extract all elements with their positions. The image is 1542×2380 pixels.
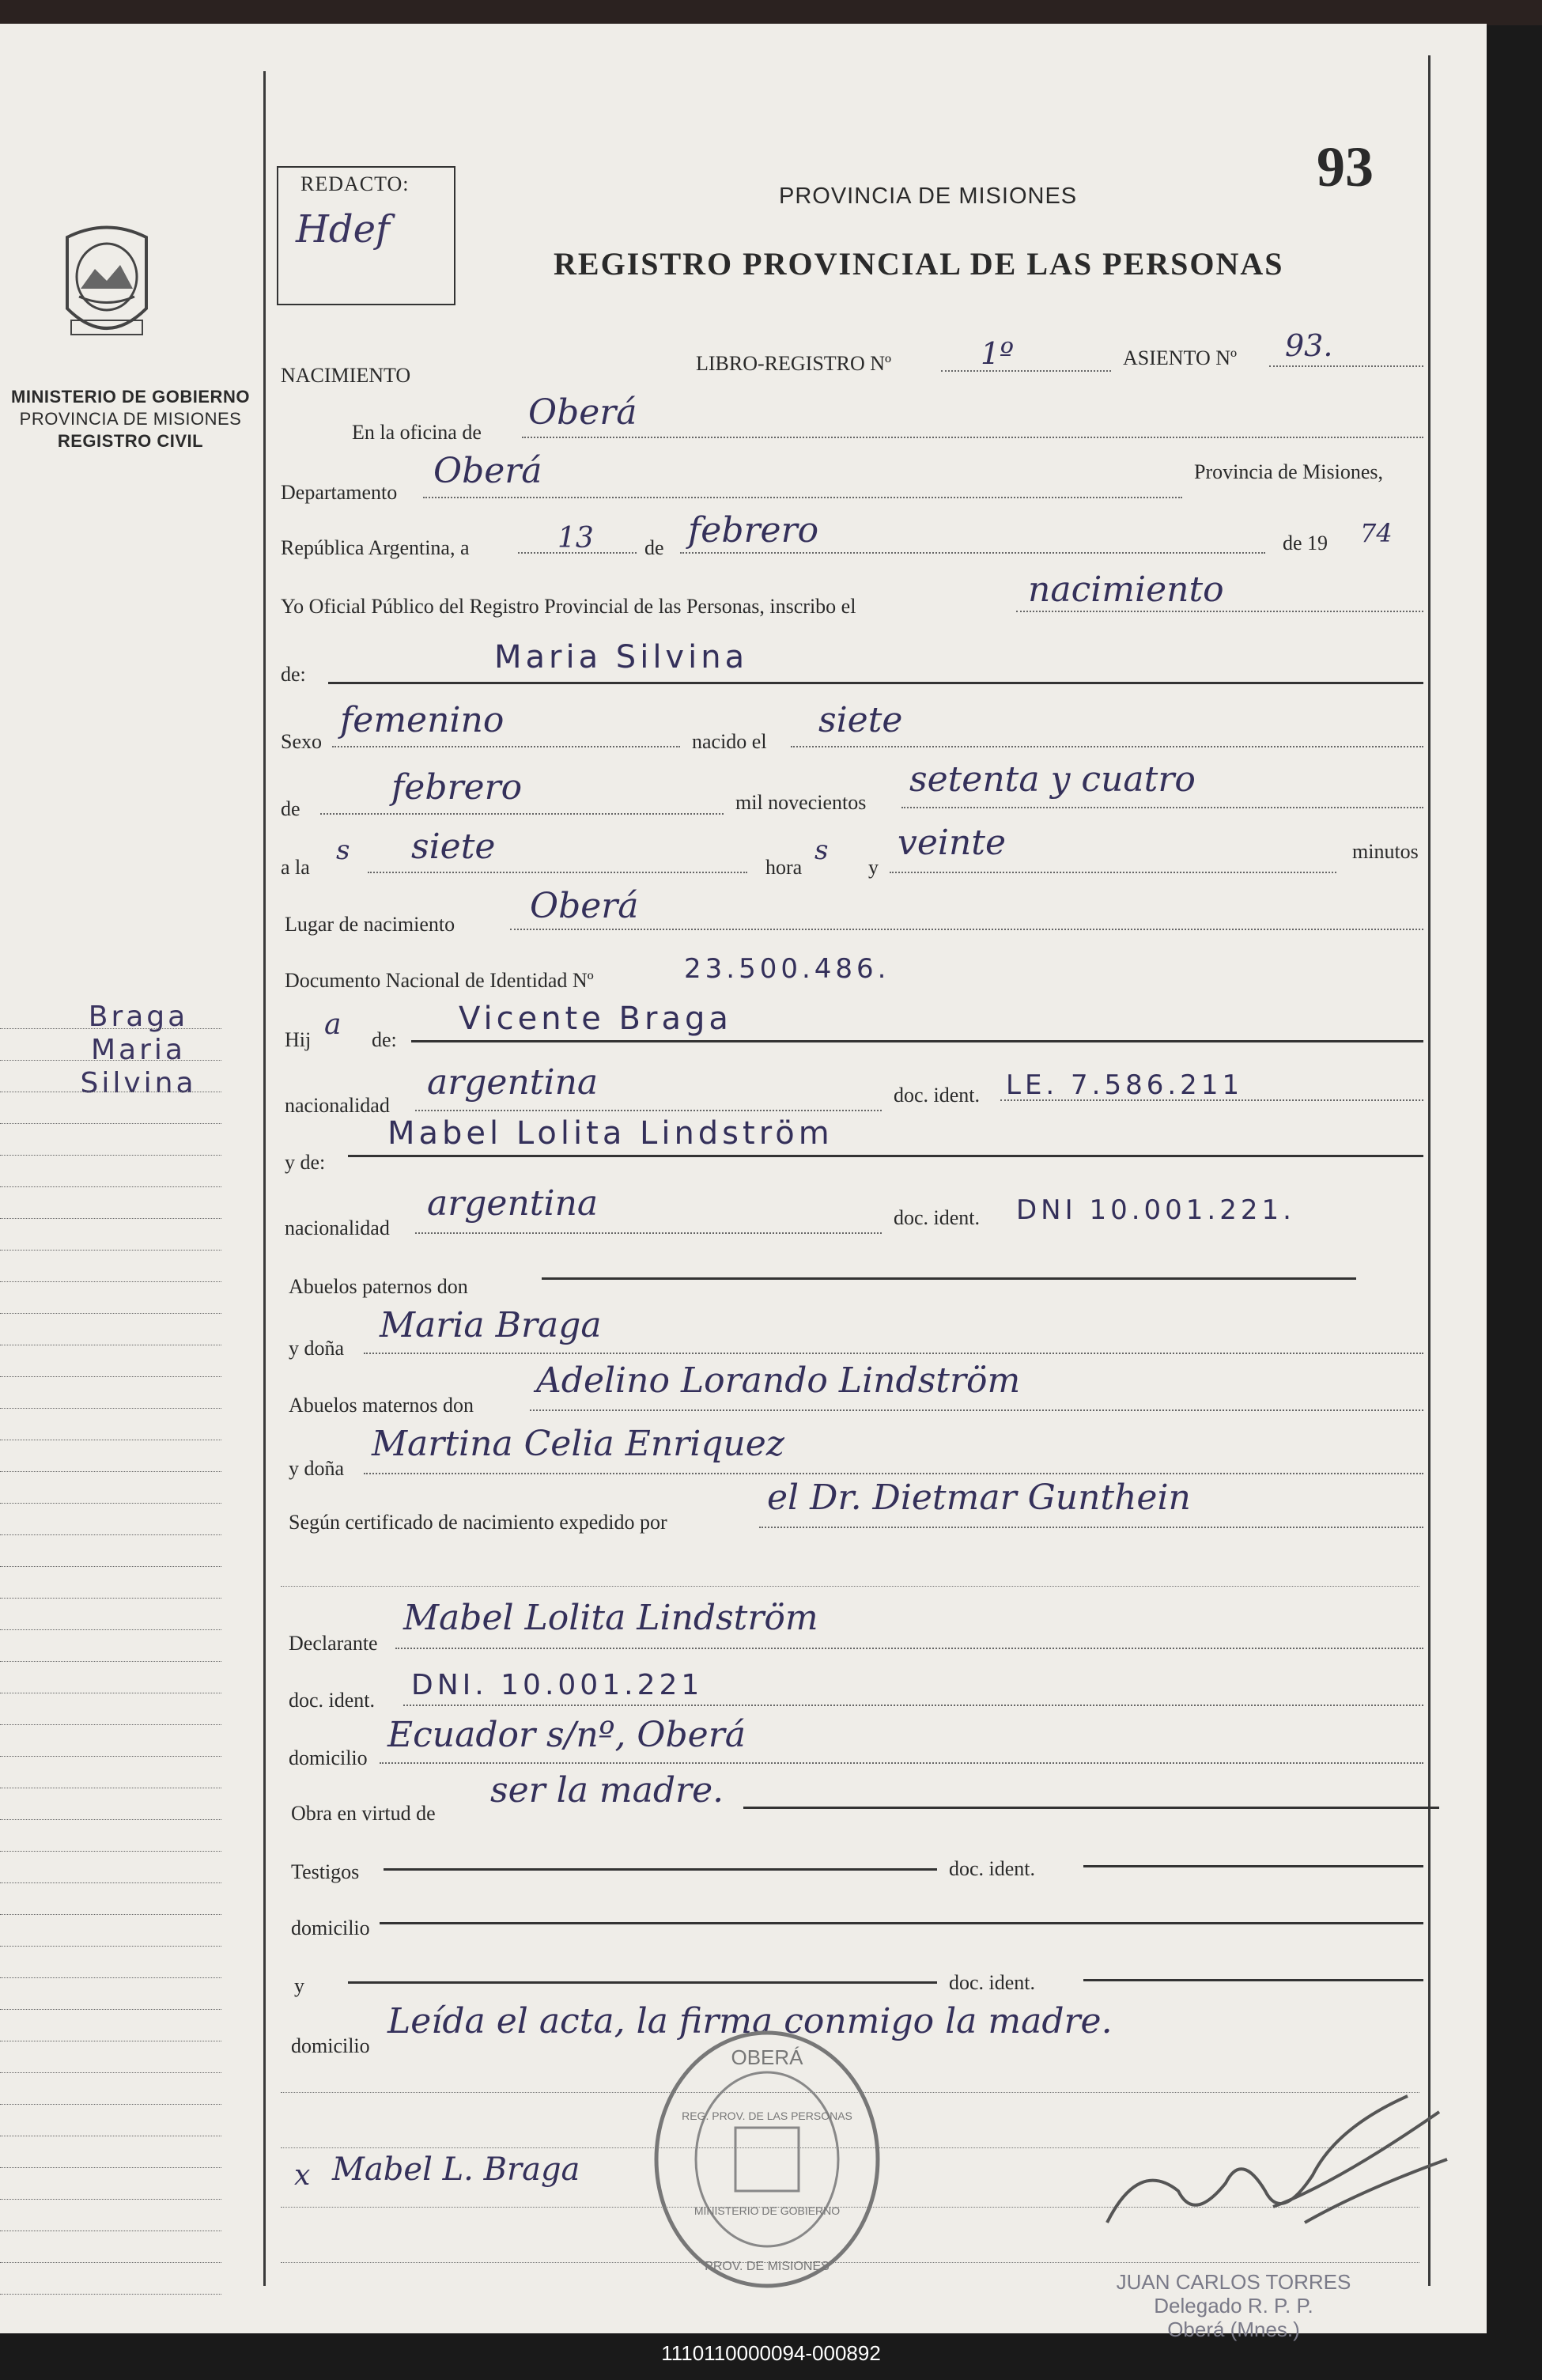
father-nacionalidad-label: nacionalidad bbox=[285, 1094, 390, 1117]
hijo-suffix: a bbox=[324, 1008, 342, 1041]
margin-ruling-line bbox=[0, 2072, 221, 2073]
testigos-label: Testigos bbox=[291, 1860, 360, 1883]
margin-ruling-line bbox=[0, 1914, 221, 1915]
mother-nat-value: argentina bbox=[427, 1183, 599, 1224]
year-prefix: de 19 bbox=[1283, 532, 1328, 554]
name-line bbox=[328, 682, 1423, 684]
abuela-mat-line bbox=[364, 1473, 1423, 1474]
father-line bbox=[411, 1040, 1423, 1042]
declarante-line bbox=[395, 1648, 1423, 1649]
hour-line bbox=[368, 872, 747, 873]
margin-given-1: Maria bbox=[91, 1034, 186, 1066]
de-name-label: de: bbox=[281, 663, 306, 686]
margin-ruling-line bbox=[0, 1851, 221, 1852]
father-doc-value: LE. 7.586.211 bbox=[1006, 1069, 1244, 1101]
testigo2-doc-line bbox=[1083, 1979, 1423, 1981]
abuela-pat-label: y doña bbox=[289, 1337, 345, 1360]
redacto-box bbox=[277, 166, 455, 305]
registry-title: REGISTRO PROVINCIAL DE LAS PERSONAS bbox=[554, 246, 1284, 282]
asiento-line bbox=[1269, 365, 1423, 367]
libro-value: 1º bbox=[981, 336, 1015, 371]
margin-ruling-line bbox=[0, 1534, 221, 1535]
left-margin bbox=[0, 24, 261, 2333]
margin-ruling-line bbox=[0, 1977, 221, 1978]
segun-value: el Dr. Dietmar Gunthein bbox=[767, 1478, 1191, 1518]
ministry-label bbox=[0, 386, 261, 452]
dni-label: Documento Nacional de Identidad Nº bbox=[285, 969, 594, 992]
obra-label: Obra en virtud de bbox=[291, 1802, 436, 1825]
margin-ruling-line bbox=[0, 1250, 221, 1251]
right-rule bbox=[1428, 55, 1431, 2286]
decl-doc-line bbox=[403, 1705, 1423, 1706]
domicilio-value: Ecuador s/nº, Oberá bbox=[387, 1715, 746, 1755]
testigo2-domicilio-label: domicilio bbox=[291, 2034, 370, 2057]
sexo-label: Sexo bbox=[281, 730, 322, 753]
official-signature-icon bbox=[1075, 2064, 1455, 2270]
margin-ruling-line bbox=[0, 1281, 221, 1282]
departamento-line bbox=[423, 497, 1182, 498]
y-label: y bbox=[868, 856, 879, 879]
leida-value: Leída el acta, la firma conmigo la madre. bbox=[387, 2001, 1113, 2041]
day-value: 13 bbox=[557, 522, 594, 554]
declarante-label: Declarante bbox=[289, 1632, 378, 1655]
asiento-label: ASIENTO Nº bbox=[1123, 346, 1238, 369]
mother-doc-label: doc. ident. bbox=[894, 1206, 981, 1229]
stamp-center: MINISTERIO DE GOBIERNO bbox=[694, 2204, 841, 2217]
republica-label: República Argentina, a bbox=[281, 536, 470, 559]
official-stamp-text bbox=[1083, 2270, 1384, 2341]
margin-ruling-line bbox=[0, 1503, 221, 1504]
minutes-value: veinte bbox=[898, 823, 1007, 863]
hijo-label: Hij bbox=[285, 1028, 312, 1051]
ministry-line-1: MINISTERIO DE GOBIERNO bbox=[11, 387, 250, 407]
inscribo-line bbox=[1016, 611, 1423, 612]
margin-ruling-line bbox=[0, 1598, 221, 1599]
margin-ruling-line bbox=[0, 1471, 221, 1472]
margin-ruling-line bbox=[0, 1629, 221, 1630]
lugar-label: Lugar de nacimiento bbox=[285, 913, 455, 936]
year-value: 74 bbox=[1360, 518, 1393, 548]
minutes-line bbox=[890, 872, 1336, 873]
ministry-line-3: REGISTRO CIVIL bbox=[57, 431, 204, 451]
testigo1-doc-line bbox=[1083, 1865, 1423, 1867]
margin-ruling-line bbox=[0, 1882, 221, 1883]
obra-value: ser la madre. bbox=[490, 1770, 724, 1811]
official-name: JUAN CARLOS TORRES bbox=[1116, 2270, 1351, 2294]
official-round-stamp-icon bbox=[648, 2025, 886, 2294]
domicilio-label: domicilio bbox=[289, 1746, 368, 1769]
margin-ruling-line bbox=[0, 2167, 221, 2168]
abuelo-pat-line bbox=[542, 1277, 1356, 1280]
minutos-label: minutos bbox=[1352, 840, 1419, 863]
margin-rule bbox=[263, 71, 266, 2286]
blank-line bbox=[281, 1586, 1419, 1587]
margin-surname: Braga bbox=[88, 1001, 189, 1033]
father-nat-line bbox=[415, 1110, 882, 1111]
stamp-ring: REG. PROV. DE LAS PERSONAS bbox=[682, 2109, 852, 2122]
nacido-line bbox=[791, 746, 1423, 747]
margin-ruling-line bbox=[0, 1060, 221, 1061]
margin-ruling-line bbox=[0, 2294, 221, 2295]
margin-ruling-line bbox=[0, 1123, 221, 1124]
abuelo-mat-value: Adelino Lorando Lindström bbox=[536, 1360, 1021, 1401]
decl-doc-label: doc. ident. bbox=[289, 1689, 376, 1712]
testigo1-domicilio-label: domicilio bbox=[291, 1916, 370, 1939]
hora-label: hora bbox=[765, 856, 803, 879]
hijo-de-label: de: bbox=[372, 1028, 397, 1051]
stamp-top: OBERÁ bbox=[731, 2045, 803, 2069]
margin-ruling-line bbox=[0, 2199, 221, 2200]
x-mark: x bbox=[294, 2159, 311, 2192]
de-label-2: de bbox=[281, 797, 300, 820]
birth-month-value: febrero bbox=[391, 767, 523, 808]
testigo1-doc-label: doc. ident. bbox=[949, 1857, 1036, 1880]
abuela-mat-value: Martina Celia Enriquez bbox=[372, 1424, 784, 1464]
margin-ruling-line bbox=[0, 2262, 221, 2263]
mother-nacionalidad-label: nacionalidad bbox=[285, 1216, 390, 1239]
father-nat-value: argentina bbox=[427, 1062, 599, 1103]
abuela-pat-line bbox=[364, 1353, 1423, 1354]
document-page bbox=[0, 24, 1487, 2341]
sexo-value: femenino bbox=[340, 700, 505, 740]
father-value: Vicente Braga bbox=[459, 1001, 732, 1037]
child-name-value: Maria Silvina bbox=[494, 639, 749, 675]
libro-line bbox=[941, 370, 1111, 372]
departamento-label: Departamento bbox=[281, 481, 398, 504]
birth-month-line bbox=[320, 813, 724, 815]
margin-ruling-line bbox=[0, 1376, 221, 1377]
testigo2-y-label: y bbox=[294, 1974, 304, 1997]
domicilio-line bbox=[380, 1762, 1423, 1764]
mother-signature: Mabel L. Braga bbox=[332, 2151, 580, 2188]
redacto-value: Hdef bbox=[296, 207, 390, 252]
abuelos-pat-label: Abuelos paternos don bbox=[289, 1275, 468, 1298]
ala-suffix: s bbox=[336, 834, 350, 866]
mother-doc-value: DNI 10.001.221. bbox=[1016, 1194, 1295, 1226]
testigo1-domicilio-line bbox=[380, 1922, 1423, 1924]
redacto-label: REDACTO: bbox=[300, 172, 410, 195]
declarante-value: Mabel Lolita Lindström bbox=[403, 1598, 818, 1638]
obra-line bbox=[743, 1807, 1439, 1809]
segun-label: Según certificado de nacimiento expedido por bbox=[289, 1511, 667, 1534]
abuelo-mat-line bbox=[530, 1409, 1423, 1411]
margin-ruling-line bbox=[0, 1756, 221, 1757]
testigo2-line bbox=[348, 1981, 937, 1984]
margin-ruling-line bbox=[0, 1566, 221, 1567]
departamento-value: Oberá bbox=[433, 451, 542, 491]
segun-line bbox=[759, 1527, 1423, 1528]
libro-label: LIBRO-REGISTRO Nº bbox=[696, 352, 892, 375]
margin-ruling-line bbox=[0, 2104, 221, 2105]
mother-line bbox=[348, 1155, 1423, 1157]
margin-ruling-line bbox=[0, 1724, 221, 1725]
year-words-value: setenta y cuatro bbox=[909, 759, 1196, 800]
sexo-line bbox=[332, 746, 680, 747]
year-words-line bbox=[901, 807, 1423, 808]
inscribo-value: nacimiento bbox=[1028, 569, 1224, 610]
official-place: Oberá (Mnes.) bbox=[1167, 2318, 1300, 2341]
margin-ruling-line bbox=[0, 1028, 221, 1029]
provincial-seal-icon bbox=[55, 221, 158, 356]
mother-value: Mabel Lolita Lindström bbox=[387, 1115, 833, 1152]
mother-nat-line bbox=[415, 1232, 882, 1234]
abuela-mat-label: y doña bbox=[289, 1457, 345, 1480]
nacido-value: siete bbox=[818, 700, 903, 740]
abuelos-mat-label: Abuelos maternos don bbox=[289, 1394, 474, 1417]
province-heading: PROVINCIA DE MISIONES bbox=[779, 184, 1078, 209]
sheet-edge bbox=[0, 0, 1542, 25]
margin-ruling-line bbox=[0, 1186, 221, 1187]
decl-doc-value: DNI. 10.001.221 bbox=[411, 1669, 704, 1701]
asiento-value: 93. bbox=[1285, 328, 1333, 363]
official-role: Delegado R. P. P. bbox=[1154, 2294, 1313, 2318]
margin-ruling-line bbox=[0, 1946, 221, 1947]
nacido-label: nacido el bbox=[692, 730, 767, 753]
margin-ruling-line bbox=[0, 2009, 221, 2010]
page-number: 93 bbox=[1317, 135, 1374, 199]
margin-ruling-line bbox=[0, 1155, 221, 1156]
stamp-bottom: PROV. DE MISIONES bbox=[705, 2260, 830, 2273]
testigo2-doc-label: doc. ident. bbox=[949, 1971, 1036, 1994]
de-label: de bbox=[644, 536, 664, 559]
margin-ruling-line bbox=[0, 1819, 221, 1820]
hour-value: siete bbox=[411, 827, 496, 867]
yde-label: y de: bbox=[285, 1151, 326, 1174]
hora-suffix: s bbox=[814, 834, 829, 866]
dni-value: 23.500.486. bbox=[684, 953, 890, 985]
margin-ruling-line bbox=[0, 1408, 221, 1409]
lugar-value: Oberá bbox=[530, 886, 639, 926]
provincia-suffix: Provincia de Misiones, bbox=[1194, 460, 1384, 483]
margin-ruling-line bbox=[0, 1661, 221, 1662]
oficina-label: En la oficina de bbox=[352, 421, 482, 444]
margin-ruling-line bbox=[0, 1313, 221, 1314]
abuela-pat-value: Maria Braga bbox=[380, 1305, 602, 1345]
month-value: febrero bbox=[688, 510, 819, 551]
testigo1-line bbox=[384, 1868, 937, 1871]
margin-given-2: Silvina bbox=[80, 1067, 197, 1099]
oficina-line bbox=[522, 437, 1423, 438]
record-type: NACIMIENTO bbox=[281, 364, 411, 387]
document-id: 1110110000094-000892 bbox=[661, 2341, 881, 2365]
ala-label: a la bbox=[281, 856, 310, 879]
father-doc-label: doc. ident. bbox=[894, 1084, 981, 1107]
oficial-text: Yo Oficial Público del Registro Provincial de las Personas, inscribo el bbox=[281, 595, 856, 618]
month-line bbox=[680, 552, 1265, 554]
lugar-line bbox=[510, 929, 1423, 930]
margin-name-annotation bbox=[32, 1001, 245, 1100]
ministry-line-2: PROVINCIA DE MISIONES bbox=[19, 409, 242, 429]
oficina-value: Oberá bbox=[528, 392, 637, 433]
mil-label: mil novecientos bbox=[735, 791, 867, 814]
margin-ruling-line bbox=[0, 1218, 221, 1219]
